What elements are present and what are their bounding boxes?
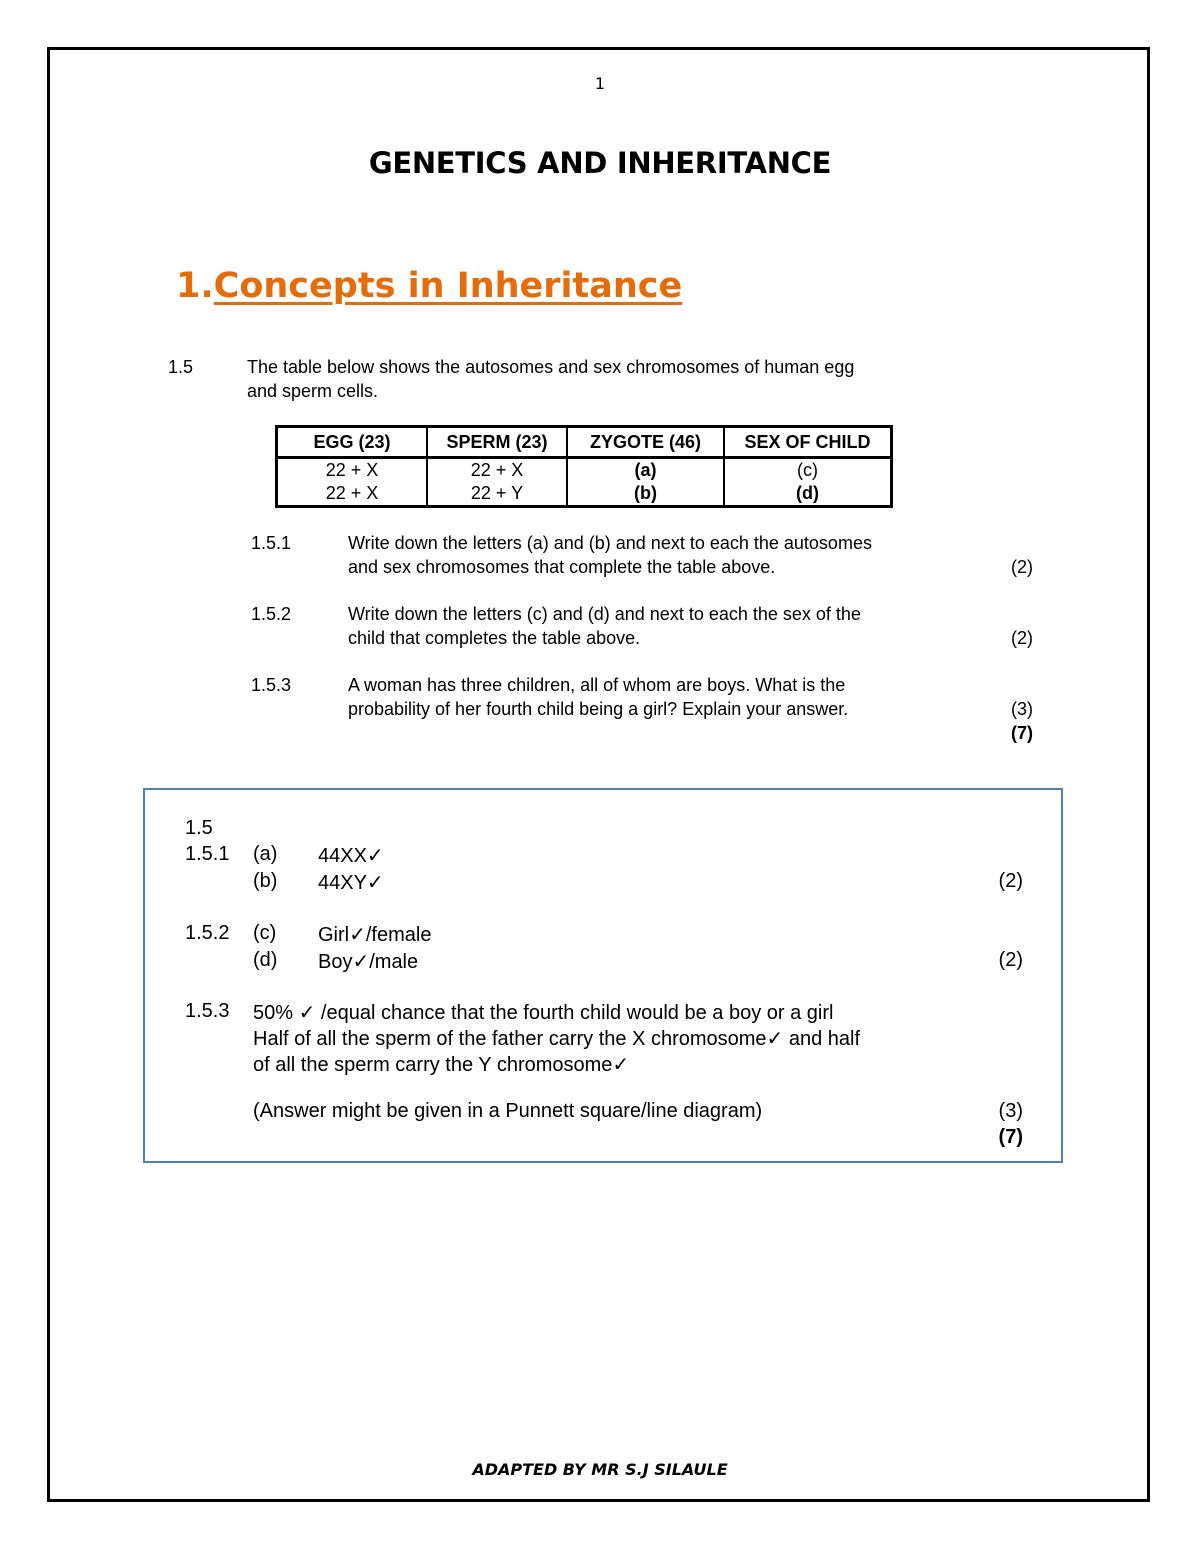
- table-cell: (a): [567, 458, 724, 483]
- answer-1-marks: (2): [998, 870, 1023, 892]
- question-total-marks: (7): [1011, 723, 1033, 743]
- question-number: 1.5: [168, 357, 194, 377]
- table-cell: 22 + Y: [427, 482, 567, 507]
- table-row: [277, 458, 892, 483]
- chromosome-table: [275, 425, 893, 508]
- answer-a-value: 44XX✓: [318, 845, 384, 867]
- answer-a-label: (a): [253, 843, 278, 865]
- page-title: GENETICS AND INHERITANCE: [368, 146, 832, 180]
- section-title: Concepts in Inheritance: [213, 266, 683, 306]
- subquestion-line2: probability of her fourth child being a girl? Explain your answer.: [348, 699, 849, 719]
- answer-3-note: (Answer might be given in a Punnett square/line diagram): [253, 1100, 763, 1122]
- answer-3-line1: 50% ✓ /equal chance that the fourth child would be a boy or a girl: [253, 1002, 834, 1024]
- subquestion-line1: Write down the letters (a) and (b) and next to each the autosomes: [348, 533, 872, 553]
- answer-b-value: 44XY✓: [318, 872, 384, 894]
- section-number: 1.: [176, 266, 214, 306]
- table-header: EGG (23): [277, 427, 428, 458]
- page-number: 1: [594, 74, 606, 93]
- answer-d-value: Boy✓/male: [318, 951, 419, 973]
- subquestion-line2: and sex chromosomes that complete the table above.: [348, 557, 776, 577]
- question-intro-line1: The table below shows the autosomes and sex chromosomes of human egg: [247, 357, 855, 377]
- table-header: SPERM (23): [427, 427, 567, 458]
- answer-3-line2: Half of all the sperm of the father carry the X chromosome✓ and half: [253, 1028, 861, 1050]
- answer-3-number: 1.5.3: [185, 1000, 230, 1022]
- section-heading: [176, 266, 682, 306]
- table-row: [277, 482, 892, 507]
- answer-c-label: (c): [253, 922, 277, 944]
- question-intro-line2: and sperm cells.: [247, 381, 379, 401]
- table-cell: (c): [724, 458, 892, 483]
- answer-total-marks: (7): [998, 1126, 1023, 1148]
- answer-3-marks: (3): [998, 1100, 1023, 1122]
- answer-b-label: (b): [253, 870, 278, 892]
- subquestion-line1: Write down the letters (c) and (d) and next to each the sex of the: [348, 604, 861, 624]
- table-cell: (b): [567, 482, 724, 507]
- answer-c-value: Girl✓/female: [318, 924, 432, 946]
- table-header: ZYGOTE (46): [567, 427, 724, 458]
- table-cell: 22 + X: [277, 482, 428, 507]
- answer-3-line3: of all the sperm carry the Y chromosome✓: [253, 1054, 630, 1076]
- subquestion-number: 1.5.3: [251, 675, 292, 695]
- answer-1-number: 1.5.1: [185, 843, 230, 865]
- table-header: SEX OF CHILD: [724, 427, 892, 458]
- subquestion-marks: (2): [1011, 557, 1033, 577]
- subquestion-marks: (3): [1011, 699, 1033, 719]
- table-cell: 22 + X: [427, 458, 567, 483]
- answer-2-number: 1.5.2: [185, 922, 230, 944]
- table-cell: (d): [724, 482, 892, 507]
- footer-credit: ADAPTED BY MR S.J SILAULE: [472, 1460, 728, 1479]
- table-header-row: [277, 427, 892, 458]
- subquestion-number: 1.5.2: [251, 604, 292, 624]
- subquestion-line2: child that completes the table above.: [348, 628, 641, 648]
- subquestion-marks: (2): [1011, 628, 1033, 648]
- answer-number: 1.5: [185, 817, 213, 839]
- subquestion-line1: A woman has three children, all of whom are boys. What is the: [348, 675, 846, 695]
- table-cell: 22 + X: [277, 458, 428, 483]
- subquestion-number: 1.5.1: [251, 533, 292, 553]
- answer-2-marks: (2): [998, 949, 1023, 971]
- answer-d-label: (d): [253, 949, 278, 971]
